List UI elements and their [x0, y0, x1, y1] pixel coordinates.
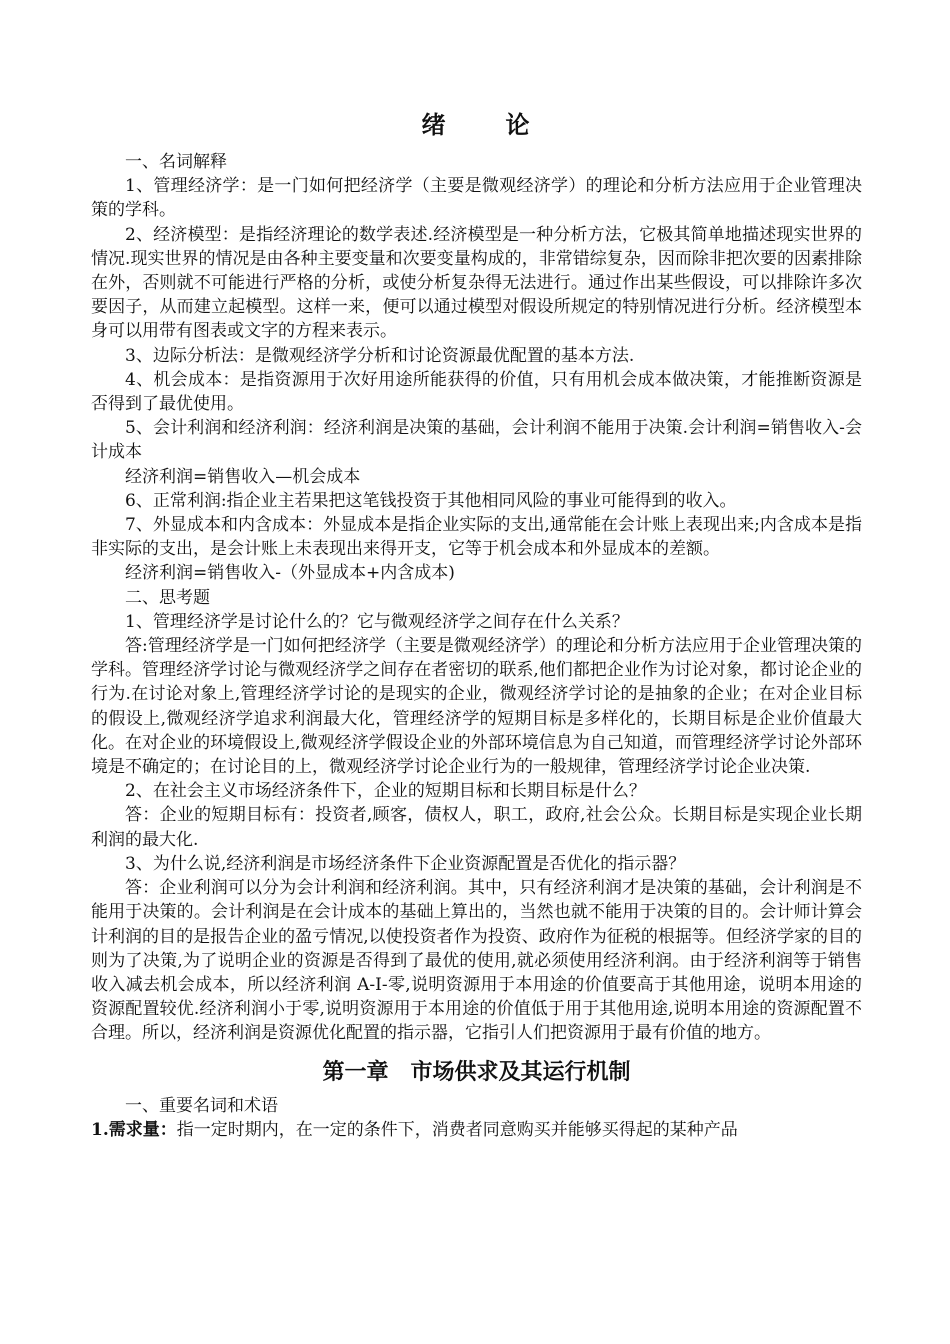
- chapter-title: [91, 1056, 862, 1088]
- question: 3、为什么说,经济利润是市场经济条件下企业资源配置是否优化的指示器？: [125, 853, 686, 874]
- paragraph: 7、外显成本和内含成本：外显成本是指企业实际的支出,通常能在会计账上表现出来;内含成本是指非实际的支出，是会计账上未表现出来得开支，它等于机会成本和外显成本的差额。: [91, 515, 862, 560]
- term-definition: [91, 1118, 862, 1142]
- question: 2、在社会主义市场经济条件下，企业的短期目标和长期目标是什么？: [125, 781, 646, 802]
- paragraph: 1、管理经济学：是一门如何把经济学（主要是微观经济学）的理论和分析方法应用于企业管理决策的学科。: [91, 176, 862, 221]
- chapter-name: 市场供求及其运行机制: [410, 1058, 631, 1085]
- chapter-number: 第一章: [322, 1058, 389, 1085]
- document-page: [91, 108, 862, 1142]
- section-heading: 一、重要名词和术语: [125, 1095, 278, 1116]
- answer: 答:管理经济学是一门如何把经济学（主要是微观经济学）的理论和分析方法应用于企业管理决策的学科。管理经济学讨论与微观经济学之间存在者密切的联系,他们都把企业作为讨论对象，都讨论企业的行为.在讨论对象上,管理经济学讨论的是现实的企业，微观经济学讨论的是抽象的企业；在对企业目标的假设上,微观经济学追求利润最大化，管理经济学的短期目标是多样化的，长期目标是企业价值最大化。在对企业的环境假设上,微观经济学假设企业的外部环境信息为自己知道，而管理经济学讨论外部环境是不确定的；在讨论目的上，微观经济学讨论企业行为的一般规律，管理经济学讨论企业决策.: [91, 636, 862, 778]
- section-heading: 二、思考题: [125, 587, 210, 608]
- formula-line: 经济利润=销售收入-（外显成本+内含成本): [125, 563, 455, 584]
- question: 1、管理经济学是讨论什么的？它与微观经济学之间存在什么关系？: [125, 611, 629, 632]
- paragraph: 2、经济模型：是指经济理论的数学表述.经济模型是一种分析方法，它极其简单地描述现实世界的情况.现实世界的情况是由各种主要变量和次要变量构成的，非常错综复杂，因而除非把次要的因素排除在外，否则就不可能进行严格的分析，或使分析复杂得无法进行。通过作出某些假设，可以排除许多次要因子，从而建立起模型。这样一来，便可以通过模型对假设所规定的特别情况进行分析。经济模型本身可以用带有图表或文字的方程来表示。: [91, 224, 862, 342]
- paragraph: 3、边际分析法：是微观经济学分析和讨论资源最优配置的基本方法.: [125, 345, 635, 366]
- page-title: [91, 108, 862, 142]
- answer: 答：企业利润可以分为会计利润和经济利润。其中，只有经济利润才是决策的基础，会计利润是不能用于决策的。会计利润是在会计成本的基础上算出的，当然也就不能用于决策的目的。会计师计算会计利润的目的是报告企业的盈亏情况,以使投资者作为投资、政府作为征税的根据等。但经济学家的目的则为了决策,为了说明企业的资源是否得到了最优的使用,就必须使用经济利润。由于经济利润等于销售收入减去机会成本，所以经济利润 A-I-零,说明资源用于本用途的价值要高于其他用途，说明本用途的资源配置较优.经济利润小于零,说明资源用于本用途的价值低于用于其他用途,说明本用途的资源配置不合理。所以，经济利润是资源优化配置的指示器，它指引人们把资源用于最有价值的地方。: [91, 878, 862, 1044]
- term-text: 指一定时期内，在一定的条件下，消费者同意购买并能够买得起的某种产品: [176, 1119, 738, 1140]
- term-label: 1.需求量：: [91, 1119, 177, 1140]
- paragraph: 5、会计利润和经济利润：经济利润是决策的基础，会计利润不能用于决策.会计利润=销售收入-会计成本: [91, 418, 862, 463]
- answer: 答：企业的短期目标有：投资者,顾客，债权人，职工，政府,社会公众。长期目标是实现企业长期利润的最大化.: [91, 805, 862, 850]
- paragraph: 6、正常利润:指企业主若果把这笔钱投资于其他相同风险的事业可能得到的收入。: [125, 490, 737, 511]
- title-char-2: 论: [505, 110, 532, 139]
- formula-line: 经济利润=销售收入—机会成本: [125, 466, 361, 487]
- paragraph: 4、机会成本：是指资源用于次好用途所能获得的价值，只有用机会成本做决策，才能推断资源是否得到了最优使用。: [91, 369, 862, 415]
- title-char-1: 绪: [421, 110, 448, 139]
- section-heading: 一、名词解释: [125, 152, 227, 172]
